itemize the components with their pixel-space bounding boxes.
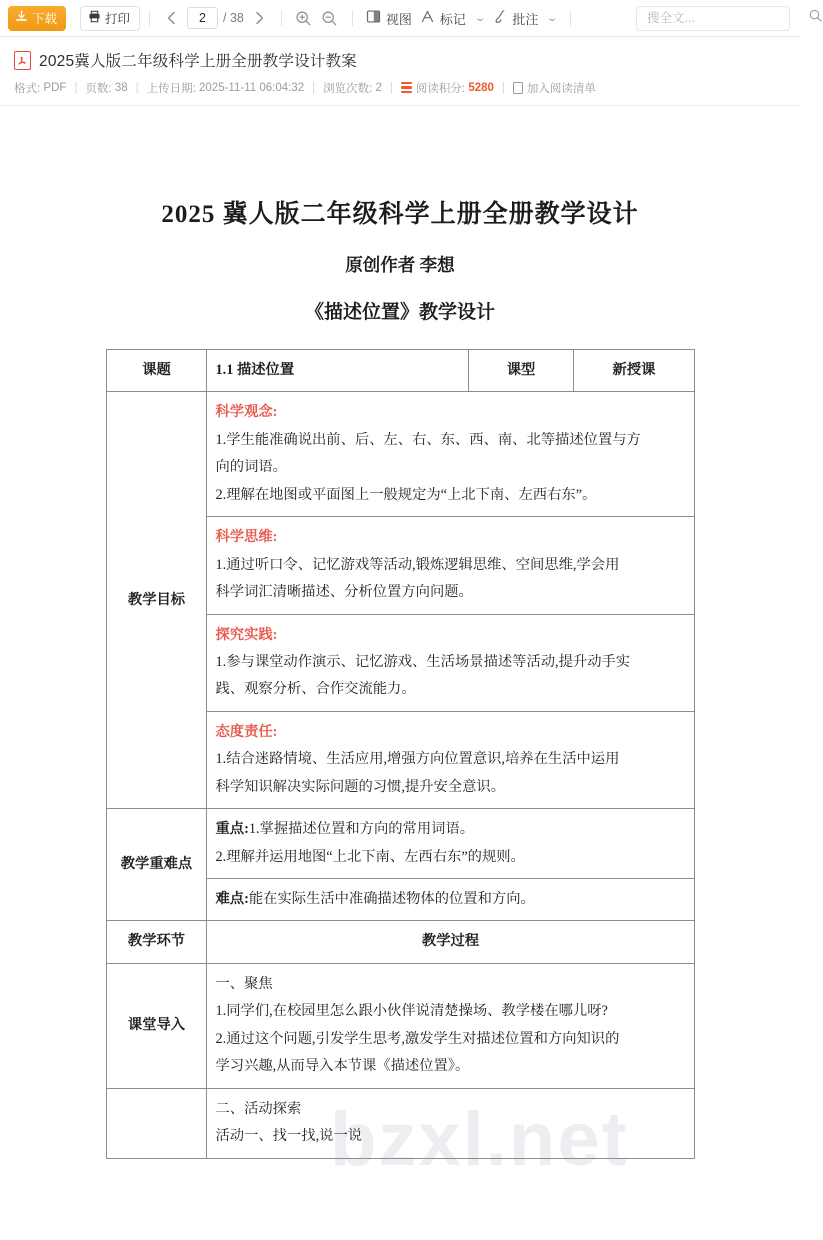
objective-heading-attitude: 态度责任: bbox=[215, 723, 278, 740]
objective-line: 1.参与课堂动作演示、记忆游戏、生活场景描述等活动,提升动手实 bbox=[215, 653, 631, 670]
upload-date-value: 2025-11-11 06:04:32 bbox=[199, 82, 305, 94]
points-label: 阅读积分: bbox=[415, 83, 466, 95]
toolbar-divider-4 bbox=[570, 10, 571, 26]
intro-line: 学习兴趣,从而导入本节课《描述位置》。 bbox=[215, 1058, 470, 1075]
toolbar-divider-2 bbox=[281, 10, 282, 26]
printer-icon bbox=[88, 10, 101, 26]
keypoints-hard bbox=[206, 879, 694, 921]
search-box[interactable] bbox=[636, 6, 790, 31]
toolbar-divider-1 bbox=[149, 10, 150, 26]
chevron-down-icon-2[interactable]: ⌄ bbox=[546, 12, 559, 24]
pdf-viewer-area[interactable] bbox=[0, 106, 800, 1240]
download-button[interactable] bbox=[8, 6, 66, 31]
watermark-text: bzxl.net bbox=[330, 1097, 629, 1182]
download-label: 下载 bbox=[32, 12, 58, 26]
text-mark-icon bbox=[420, 9, 435, 27]
objective-line: 1.通过听口令、记忆游戏等活动,锻炼逻辑思维、空间思维,学会用 bbox=[215, 556, 620, 573]
print-button[interactable] bbox=[80, 6, 140, 31]
meta-sep-5: | bbox=[501, 82, 505, 94]
document-title: 2025冀人版二年级科学上册全册教学设计教案 bbox=[39, 53, 357, 70]
hardpoint-text: 能在实际生活中准确描述物体的位置和方向。 bbox=[248, 891, 535, 907]
page-total-label: / 38 bbox=[223, 11, 244, 25]
meta-sep-2: | bbox=[135, 82, 139, 94]
search-input[interactable] bbox=[647, 11, 808, 25]
hardpoint-prefix: 难点: bbox=[215, 891, 249, 907]
search-icon[interactable] bbox=[808, 8, 823, 28]
add-to-reading-list-button[interactable]: 加入阅读清单 bbox=[526, 83, 596, 95]
download-icon bbox=[15, 10, 28, 26]
pdf-toolbar bbox=[0, 0, 800, 37]
pdf-file-icon bbox=[14, 51, 31, 70]
view-label: 视图 bbox=[385, 11, 412, 27]
objective-line: 1.结合迷路情境、生活应用,增强方向位置意识,培养在生活中运用 bbox=[215, 751, 620, 768]
zoom-in-icon[interactable] bbox=[291, 5, 317, 31]
views-label: 浏览次数: bbox=[323, 83, 373, 95]
lesson-plan-table bbox=[106, 349, 695, 1159]
objective-line: 践、观察分析、合作交流能力。 bbox=[215, 681, 416, 698]
explore-content bbox=[206, 1088, 694, 1158]
topic-label: 课题 bbox=[106, 350, 206, 392]
meta-sep-4: | bbox=[389, 82, 393, 94]
objective-group-attitude bbox=[206, 711, 694, 808]
meta-sep-1: | bbox=[74, 82, 78, 94]
zoom-out-icon[interactable] bbox=[317, 5, 343, 31]
page-author: 原创作者 李想 bbox=[345, 255, 455, 275]
page-number-input[interactable] bbox=[187, 7, 218, 29]
objective-line: 科学知识解决实际问题的习惯,提升安全意识。 bbox=[215, 778, 506, 795]
keypoint-text-1: 1.掌握描述位置和方向的常用词语。 bbox=[248, 821, 475, 838]
pdf-page bbox=[0, 106, 800, 1182]
keypoint-text-2: 2.理解并运用地图“上北下南、左西右东”的规则。 bbox=[215, 848, 525, 865]
document-info-bar bbox=[0, 37, 800, 106]
objective-heading-practice: 探究实践: bbox=[215, 626, 278, 643]
annotate-label: 批注 bbox=[512, 11, 539, 27]
topic-value: 1.1 描述位置 bbox=[206, 350, 468, 392]
objective-heading-concept: 科学观念: bbox=[215, 404, 278, 421]
page-subtitle: 《描述位置》教学设计 bbox=[304, 302, 495, 323]
keypoint-prefix: 重点: bbox=[215, 821, 249, 838]
table-row-keypoints bbox=[106, 809, 694, 879]
explore-label bbox=[106, 1088, 206, 1158]
pages-label: 页数: bbox=[85, 83, 112, 95]
objective-group-concept bbox=[206, 392, 694, 517]
objective-line: 科学词汇清晰描述、分析位置方向问题。 bbox=[215, 584, 473, 601]
objective-group-thinking bbox=[206, 517, 694, 614]
view-layout-icon bbox=[366, 9, 381, 27]
hardpoint-line bbox=[216, 886, 686, 913]
objective-line: 2.理解在地图或平面图上一般规定为“上北下南、左西右东”。 bbox=[215, 486, 597, 503]
lesson-type-label: 课型 bbox=[468, 350, 573, 392]
reading-points-icon bbox=[401, 82, 412, 94]
points-value: 5280 bbox=[468, 82, 494, 94]
annotate-button[interactable] bbox=[488, 5, 560, 31]
document-title-row bbox=[14, 49, 786, 71]
keypoints-label: 教学重难点 bbox=[106, 809, 206, 921]
intro-label: 课堂导入 bbox=[106, 963, 206, 1088]
next-page-icon[interactable] bbox=[246, 5, 272, 31]
view-mode-button[interactable] bbox=[362, 5, 416, 31]
mark-label: 标记 bbox=[439, 11, 466, 27]
intro-line: 一、聚焦 bbox=[215, 975, 273, 992]
print-label: 打印 bbox=[105, 12, 131, 26]
table-row-objective-1 bbox=[106, 392, 694, 517]
explore-line: 活动一、找一找,说一说 bbox=[215, 1128, 363, 1145]
explore-line: 二、活动探索 bbox=[215, 1100, 302, 1117]
chevron-down-icon[interactable]: ⌄ bbox=[473, 12, 487, 24]
objective-line: 向的词语。 bbox=[215, 459, 287, 476]
intro-line: 2.通过这个问题,引发学生思考,激发学生对描述位置和方向知识的 bbox=[215, 1030, 620, 1047]
table-row-topic bbox=[106, 350, 694, 392]
keypoint-line-1 bbox=[216, 816, 686, 843]
table-row-explore bbox=[106, 1088, 694, 1158]
views-value: 2 bbox=[375, 82, 382, 94]
document-metadata bbox=[14, 80, 786, 96]
process-header-value: 教学过程 bbox=[206, 921, 694, 963]
page-navigator bbox=[187, 7, 244, 29]
objective-heading-thinking: 科学思维: bbox=[215, 529, 278, 546]
page-content bbox=[0, 194, 800, 1159]
pages-value: 38 bbox=[114, 82, 128, 94]
intro-line: 1.同学们,在校园里怎么跟小伙伴说清楚操场、教学楼在哪儿呀? bbox=[215, 1003, 608, 1020]
mark-button[interactable] bbox=[416, 5, 488, 31]
table-row-intro bbox=[106, 963, 694, 1088]
page-title: 2025 冀人版二年级科学上册全册教学设计 bbox=[161, 201, 639, 228]
prev-page-icon[interactable] bbox=[159, 5, 185, 31]
meta-sep-3: | bbox=[312, 82, 316, 94]
upload-date-label: 上传日期: bbox=[146, 83, 196, 95]
objective-line: 1.学生能准确说出前、后、左、右、东、西、南、北等描述位置与方 bbox=[215, 431, 641, 448]
process-stage-label: 教学环节 bbox=[106, 921, 206, 963]
format-value: PDF bbox=[43, 82, 67, 94]
pen-icon bbox=[492, 9, 507, 27]
keypoints-key bbox=[206, 809, 694, 879]
reading-list-icon bbox=[513, 82, 523, 94]
objectives-label: 教学目标 bbox=[106, 392, 206, 809]
lesson-type-value: 新授课 bbox=[573, 350, 694, 392]
table-row-process-header bbox=[106, 921, 694, 963]
objective-group-practice bbox=[206, 614, 694, 711]
format-label: 格式: bbox=[14, 83, 41, 95]
toolbar-divider-3 bbox=[352, 10, 353, 26]
intro-content bbox=[206, 963, 694, 1088]
